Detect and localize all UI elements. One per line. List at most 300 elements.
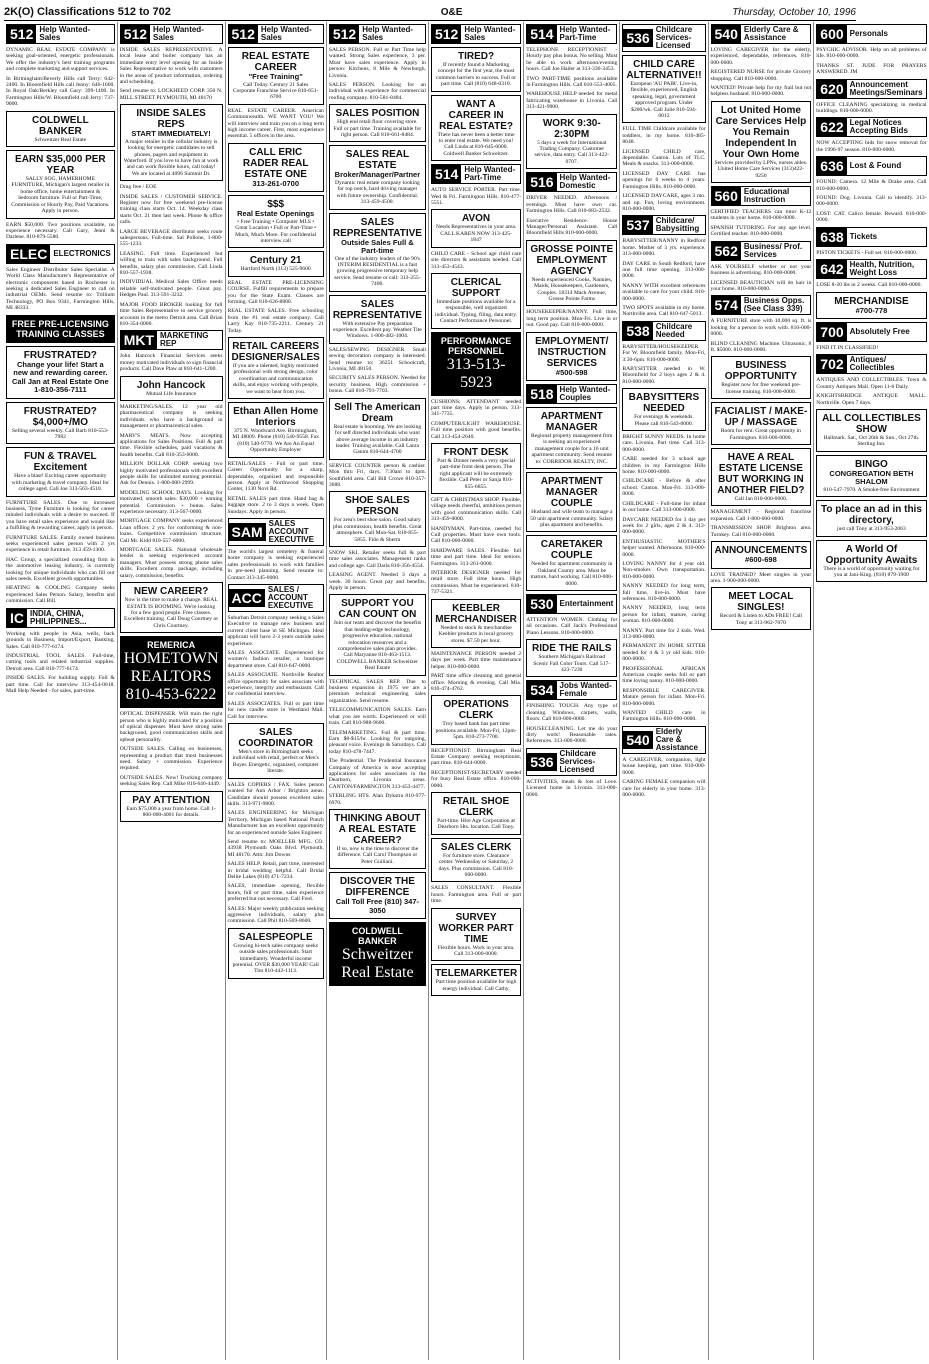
classified-ad: TWO SPOTS available in my home. Northville area. Call 810-647-5013. (622, 304, 706, 318)
classified-ad: ATTENTION WOMEN. Clothing for all occasions. Call Jack's Professional Piano Lessons. 810-000-0000. (526, 616, 618, 636)
classified-ad: DRIVER NEEDED. Afternoons / evenings. Must have own car. Farmington Hills. Call 810-683-2532. (526, 195, 618, 215)
classified-ad: BLIND CLEANING Machine. Ultrasonic, 8 ft. $5000. 810-000-0000. (710, 340, 812, 353)
display-ad-headline: CHILD CARE ALTERNATIVE!! (626, 59, 702, 81)
display-ad-body: Selling several weekly. Call Barb 810-553-7982 (12, 427, 109, 440)
section-title: Help Wanted-Sales (362, 25, 414, 42)
display-ad-headline: PAY ATTENTION (132, 794, 210, 806)
display-ad-subhead: Call Toll Free (810) 347-3050 (335, 897, 420, 915)
display-ad-body: For area's best shoe salon. Good salary plus commission, health benefits. Great atmosphere. Call Mon-Sat. 810-855-5855. Fido & Sherm (333, 517, 422, 543)
section-heading (526, 680, 617, 700)
classified-ad: LOST: CAT. Calico female. Reward. 810-000-0000. (816, 210, 927, 224)
section-heading (622, 24, 705, 52)
section-title: MARKETING REP (160, 331, 209, 349)
classified-ad: INSIDE SALES / CUSTOMER SERVICE. Register now for free weekend pre-license training class starts Oct. 14. Weekday class starts Oct. 21 then last week. Phone & office calls. (119, 193, 223, 226)
section-heading (6, 244, 115, 264)
display-ad (431, 695, 521, 744)
display-ad-body: For furniture store. Clearance center. Wednesday or Saturday, 2 days. Plus commission. Call 810-000-0000. (438, 852, 514, 879)
section-number: 534 (527, 681, 556, 699)
display-ad-headline: SALES REPRESENTATIVE (332, 216, 422, 239)
classified-ad: SALES PERSON. Full or Part Time help wanted. Strong Sales experience, 3 per. Must have sales experience. Apply in person: Kitchens, 8 Mile & Newburgh, Livonia. (328, 47, 426, 79)
display-ad-body: For evenings & weekends. Please call 810-543-0000. (634, 414, 694, 427)
display-ad-body: 375 N. Woodward Ave. Birmingham, MI 48009. Phone (810) 540-9558. Fax (810) 540-9770. We Are An Equal Opportunity Employer (232, 428, 319, 454)
classified-ad: NANNY WITH excellent references available to care for your child. 810-000-0000. (622, 282, 706, 302)
classified-ad: MAJOR FOOD BROKER looking for full time Sales Representative to service grocery accounts in the metro Detroit area. Call Brian 810-354-0000. (119, 301, 223, 327)
display-ad-body: 5 days a week for International Trading Company. Customer service, data entry. Call 313-422-0707. (534, 139, 610, 165)
section-heading (228, 584, 324, 612)
classified-ad: CARING FEMALE companion will care for elderly in your home. 313-000-0000. (622, 779, 706, 798)
display-ad (329, 104, 426, 142)
display-ad-headline: TIRED? (458, 51, 495, 62)
display-ad (228, 195, 324, 248)
classified-ad: Send resume to: MOELLER MFG. CO. 43938 Plymouth Oaks Blvd. Plymouth, MI 48170. Attn: Jim Downs (227, 838, 324, 858)
display-ad-body: If recently found a Marketing concept for the first year, the most common barriers to success. Full or part time. Call (810) 648-0310. (436, 62, 516, 88)
classified-ad: MARV'S MEATS. Now accepting applications for Sales Positions. Full & part time. Flexible schedules, paid vacations & health benefits. Call 810-353-6000. (119, 432, 223, 458)
display-ad-headline: APARTMENT MANAGER COUPLE (540, 476, 603, 510)
column-6 (524, 22, 620, 1360)
classified-ad: MORTGAGE COMPANY seeks experienced Loan officer. 2 yrs. for conforming & non-loans. Competitive commission structure. Call Mr. Kidd 810-557-6000. (119, 518, 223, 544)
display-ad-body: Register now for free weekend pre-license training. 810-000-0000. (721, 382, 801, 395)
display-ad-headline: DISCOVER THE DIFFERENCE (339, 876, 415, 899)
display-ad (228, 47, 324, 105)
display-ad-body: One of the industry leaders of the 90's INTERIM RESIDENTIAL is a fast growing progressive temporary help service. Send resume or call: 313-255-7400. (334, 255, 421, 288)
display-ad-headline: MEET LOCAL SINGLES! (728, 591, 794, 614)
display-ad (526, 407, 617, 469)
display-ad-body: Schweitzer Real Estate (34, 136, 87, 143)
classified-ad: FOUND: Dog. Livonia. Call to identify. 313-000-0000. (816, 195, 927, 208)
display-ad-subhead: Real Estate Openings (237, 209, 315, 219)
classified-ad: BABYSITTER/NANNY in Redford home. Mother of 3 yrs. experience. 313-000-0000. (622, 238, 706, 258)
section-number: 638 (817, 228, 846, 246)
classified-ad: MAINTENANCE PERSON needed 2 days per week. Part time maintenance helper. 810-000-0000. (430, 650, 522, 670)
section-number: 600 (817, 25, 846, 43)
section-heading (329, 24, 426, 44)
display-ad (6, 447, 115, 496)
display-ad-headline: A World Of Opportunity Awaits (825, 543, 918, 566)
classified-ad: SALES, immediate opening, flexible hours, full or part time, sales experience preferred but not necessary. Call Fred. (227, 883, 324, 903)
column-4 (327, 22, 429, 1360)
classified-ad: LOVE TRAINED? Meet singles in your area. 1-900-000-0000. (710, 571, 812, 584)
display-ad-headline: CLERICAL SUPPORT (450, 276, 502, 299)
column-2 (118, 22, 226, 1360)
section-heading (816, 259, 926, 279)
classified-ad: NANNY. Part time for 2 kids. Wed. 313-000-0000. (622, 627, 706, 640)
classified-ad: The world's largest cemetery & funeral home company is seeking experienced sales professionals to work with families in pre-need planning. Send resume to: Contact 313-345-0000. (227, 548, 324, 581)
display-ad (526, 472, 617, 532)
display-ad-body: Immediate positions available for a responsible, well organized individual. Typing, filing, data entry. Contact Performance Personnel. (435, 298, 518, 325)
display-ad (711, 541, 812, 569)
display-ad-headline: RIDE THE RAILS (532, 643, 612, 655)
display-ad (431, 209, 521, 247)
classified-ad: HEATING & COOLING Company seeks experienced Sales Person. Salary, benefits and commission. Call Bill. (6, 585, 115, 605)
classified-ad: Executive Residence. House Manager/Personal Assistant. Call Bloomfield Hills 810-000-0000. (526, 217, 618, 237)
section-heading (816, 24, 926, 44)
display-ad-headline: TELEMARKETER (434, 968, 518, 980)
display-ad-headline: Sell The American Dream (334, 401, 421, 424)
classified-ad: LICENSED DAY CARE has openings for 6 weeks to 4 years. Farmington Hills. 810-000-0000. (622, 170, 706, 190)
section-number: 512 (229, 25, 258, 43)
display-ad-body: Husband and wife team to manage a 50 unit apartment community. Salary plus apartment and benefits. (530, 509, 614, 528)
classified-ad: FULL TIME Childcare available for toddlers, in my home. 810-485-8648. (622, 126, 706, 146)
classified-ad: INDUSTRIAL TOOL SALES. Full-time, cutting tools and related industrial supplies. Detroit area. Call 810-777-6174. (6, 652, 115, 672)
display-ad-headline: FACIALIST / MAKE-UP / MASSAGE (714, 406, 808, 429)
display-ad-subhead: #600-698 (745, 555, 777, 564)
section-title: Announcement Meetings/Seminars (849, 79, 923, 97)
section-heading (526, 384, 617, 404)
section-title: Help Wanted-Sales (260, 25, 312, 42)
display-ad-headline: SALES REAL ESTATE (345, 149, 410, 172)
section-heading (816, 227, 926, 247)
page-header (4, 4, 856, 21)
classified-ad: TELEPHONE RECEPTIONIST - Hourly pay plus bonus. No selling. Must be able to work afternoon/evening hours. Call Joe Hailer at 313-336-3453. (526, 47, 618, 73)
classified-ad: Suburban Detroit company seeking a Sales Executive to manage new business and current client base in SE Michigan. Ideal applicant will have 2-3 years outside sales experience. (227, 614, 324, 647)
display-ad-headline: Century 21 (249, 255, 302, 267)
section-title: Help Wanted-Sales (39, 25, 91, 42)
classified-ad: AUTO SERVICE PORTER. Part time. Wed & Fri. Farmington Hills. 810-477-5551. (430, 187, 522, 207)
inverse-ad-body: HOMETOWN REALTORS 810-453-6222 (123, 650, 219, 704)
classified-ad: LICENSED BEAUTICIAN will do hair in your home. 810-000-0000. (710, 279, 812, 292)
classified-ad: RETAIL SALES part time. Hand bag & luggage store. 2 to 3 days a week. Open Sundays. Apply in person. (227, 495, 324, 515)
section-heading (228, 24, 324, 44)
column-9 (814, 22, 928, 1360)
classified-ad: TECHNICAL SALES REP. Due to business expansion in 1975 we are a premium technical engineering sales organization. Send resume. (328, 678, 426, 704)
display-ad-headline: REAL ESTATE CAREER (241, 51, 310, 73)
classified-ad: SALES CONSULTANT. Flexible hours. Farmington area. Full or part time. (430, 885, 522, 905)
section-number: ACC (229, 589, 265, 607)
display-ad-body: There is a world of opportunity waiting for you at Jani-King. (810) 879-1900 (823, 565, 920, 579)
section-number: 540 (712, 25, 741, 43)
classified-ad: INDIVIDUAL Medical Sales Office needs reliable self-motivated people. Great pay. Hedges Paul. 313-591-3232. (119, 279, 223, 299)
section-heading (120, 330, 223, 350)
section-heading (711, 295, 812, 315)
display-ad (816, 292, 926, 320)
display-ad (228, 337, 324, 399)
classified-ad: HOUSECLEANING. Let me do your dirty work! Reasonable rates. References. 313-000-0000. (526, 725, 618, 745)
section-number: 562 (712, 242, 741, 260)
column-7 (620, 22, 708, 1360)
display-ad-subhead: "Free Training" (248, 72, 303, 81)
display-ad-headline: CALL ERIC RADER REAL ESTATE ONE (242, 146, 309, 180)
section-heading (431, 24, 521, 44)
classified-ad: CHILDCARE - Before & after school. Canton. Mon-Fri. 313-000-0000. (622, 478, 706, 498)
display-ad (711, 587, 812, 630)
display-ad-body: Needed to stock & merchandise Keebler products in local grocery stores. $7.50 per hour. (438, 624, 514, 644)
section-title: Childcare Services-Licensed (559, 748, 597, 774)
display-ad (816, 409, 926, 452)
classified-ad: PISTON TICKETS - Full set. 810-000-0000. (816, 249, 918, 256)
display-ad-body: Room for rent. Great opportunity in Farmington. 810-000-0000. (720, 428, 801, 441)
classified-ad: OFFICE CLEANING specializing in medical buildings. 810-000-0000. (816, 101, 927, 115)
display-ad-body: European 'AU PAIR'. Live-in, flexible, experienced, English speaking, legal, government approved program. Under $200/wk. Call Julie 810-594-0012 (630, 81, 698, 120)
display-ad (711, 101, 812, 183)
section-title: Antiques/ Collectibles (849, 355, 895, 373)
classified-ad: RECEPTIONIST. Birmingham Real Estate Company seeking receptionist, part time. 810-644-0000. (430, 747, 522, 767)
display-ad (526, 639, 617, 677)
display-ad (329, 145, 426, 209)
section-number: 536 (527, 753, 556, 771)
display-ad (711, 402, 812, 445)
classified-ad: SALES/SEWING DESIGNER. Small sewing decoration company is interested. Send resume to: 36251 Schoolcraft, Livonia, MI 48150. (328, 346, 426, 373)
classified-ad: TWO PART-TIME positions available in Farmington Hills. Call 810-553-4005. (526, 75, 618, 89)
classified-ad: MANAGEMENT - Regional franchise expansion. Call 1-800-000-0000. (710, 509, 812, 522)
classified-ad: PROFESSIONAL AFRICAN American couple seeks full or part time loving nanny. 810-000-0000. (622, 665, 706, 685)
section-heading (816, 117, 926, 137)
classified-ad: SALES ENGINEERING for Michigan Territory. Michigan based National Punch Manufacturer has an excellent opportunity for an experienced outside Sales Engineer. (227, 810, 324, 836)
display-ad-headline: FRUSTRATED? (23, 349, 97, 361)
display-ad (526, 535, 617, 591)
section-number: 512 (121, 25, 150, 43)
classified-ad: SALES HELP. Retail, part time, interested in bridal wedding helpful. Call Bridal Delite Lakes (810) 471-7234. (227, 861, 324, 880)
section-title: Jobs Wanted-Female (559, 681, 612, 699)
display-ad-headline: EMPLOYMENT/ INSTRUCTION SERVICES (535, 335, 609, 369)
display-ad (329, 295, 426, 344)
display-ad-headline: APARTMENT MANAGER (540, 411, 603, 434)
section-number: 574 (712, 296, 741, 314)
display-ad-body: Regional property management firm is seeking an experienced management couple for a 16 unit apartment community. Send resume to: CORRIDOR REALTY, INC. (530, 433, 613, 465)
display-ad (228, 143, 324, 193)
section-title: Help Wanted-Sales (153, 25, 204, 42)
classified-ad: The Prudential. The Prudential Insurance Company of America is now accepting applications for sales associates in the Dearborn, Livonia areas. CANTON/FARMINGTON 313-453-4477. (328, 758, 426, 790)
display-ad-body: If you are a talented, highly motivated professional with strong design, color coordination and communication skills, and enjoy working with people, we want to hear from you. (232, 363, 319, 395)
classified-ad: FINISHING TOUCH. Any type of cleaning. Windows, carpets, walls, floors. Call 810-000-0000. (526, 703, 618, 723)
header-center: O&E (440, 6, 463, 18)
classified-ad: CHILD CARE - School age child care site directors & assistants needed. Call 313-453-4543. (430, 250, 522, 270)
classified-ad: MILLION DOLLAR CORP. seeking two highly motivated professionals with excellent people skills for unlimited earning potential. Ask for Dennis. 1-800-000-2999. (119, 461, 223, 487)
inverse-display-ad (329, 922, 426, 986)
section-title: Legal Notices Accepting Bids (849, 118, 908, 136)
classified-ad: BABYSITTER/HOUSEKEEPER. For W. Bloomfield family. Mon-Fri, 3:30-6pm. 810-000-0000. (622, 343, 706, 363)
display-ad-body: Part time position available for high energy individual. Call Cathy. (435, 979, 517, 992)
display-ad (431, 95, 521, 162)
display-ad-headline: FRONT DESK (443, 446, 509, 458)
classified-ad: LOVING NANNY for 4 year old. Non-smoker. Own transportation. 810-000-0000. (622, 560, 706, 580)
classified-ad: TRANSMISSION SHOP. Brighton area. Turnkey. Call 810-000-0000. (710, 525, 812, 538)
display-ad (622, 388, 705, 431)
display-ad-headline: SURVEY WORKER PART TIME (438, 911, 514, 945)
classified-ad: KNIGHTSBRIDGE ANTIQUE MALL. Northville. Open 7 days. (816, 393, 927, 406)
classified-ad: COMPUTER/LIGHT WAREHOUSE. Full time position with good benefits. Call 313-454-2640. (430, 420, 522, 440)
section-title: Lost & Found (849, 161, 902, 171)
section-heading (622, 726, 705, 754)
section-heading (816, 156, 926, 176)
display-ad (6, 111, 115, 147)
display-ad-headline: HAVE A REAL ESTATE LICENSE BUT WORKING IN ANOTHER FIELD? (717, 451, 805, 496)
display-ad (431, 443, 521, 494)
classified-ad: MODELING SCHOOL DAYS. Looking for motivated, smooth sales. $30,000 + earning potential. Commission + bonus. Sales experience necessary. 313-567-0000. (119, 489, 223, 516)
display-ad-body: 810-547-7970. A Smoke-free Environment (823, 486, 920, 493)
display-ad-body: With extensive Pay preparation experience. Excellent pay. Weather Tite Windows. 1-800-482-1004. (333, 320, 422, 340)
display-ad (711, 448, 812, 506)
classified-ad: HANDYMAN. Part-time, needed for Cull properties. Must have own tools. Call 810-000-0000. (430, 525, 522, 545)
display-ad-body: Needs Representatives in your area. CALL KAREN NOW 313-425-1847 (435, 224, 517, 244)
display-ad-headline: BUSINESS OPPORTUNITY (724, 360, 798, 383)
display-ad-subhead: Outside Sales Full & Part-time (341, 237, 414, 256)
display-ad-subhead: #500-598 (555, 367, 588, 377)
display-ad-headline: $$$ (267, 199, 285, 211)
display-ad-headline: FUN & TRAVEL Excitement (24, 451, 97, 474)
display-ad (431, 792, 521, 835)
section-number: 620 (817, 80, 846, 98)
display-ad (526, 332, 617, 382)
section-number: 622 (817, 118, 846, 136)
display-ad-headline: OPERATIONS CLERK (443, 699, 509, 722)
display-ad-body: Troy based bank has part time positions available. Mon-Fri, 12pm-5pm. 810-273-7700. (435, 721, 517, 741)
section-number: 518 (527, 385, 556, 403)
classified-ad: Working with people in Asia, wells, back grounds in Business, Import/Export, Banking, Sales. Call 810-777-6174. (6, 630, 115, 650)
display-ad-headline: KEEBLER MERCHANDISER (435, 602, 517, 625)
display-ad-body: Needs experienced Cooks, Nannies, Maids, Housekeepers, Gardeners, Couples. 18314 Mack Avenue, Grosse Pointe Farms (531, 276, 613, 302)
section-heading (6, 608, 115, 628)
display-ad-headline: SALES POSITION (335, 108, 420, 120)
section-heading (120, 24, 223, 44)
display-ad-headline: SALES COORDINATOR (238, 727, 313, 750)
inverse-ad-headline: COLDWELL BANKER (351, 926, 403, 947)
display-ad (431, 908, 521, 962)
display-ad-body: Hallmark. Sat., Oct 26th & Sun., Oct 27th. Sterling Inn. (823, 435, 920, 448)
classified-ad: FURNITURE SALES. Family owned business seeks experienced sales person with 2 yrs experience in retail furniture. 313 459-1300. (6, 534, 115, 554)
classified-ad: WANTED CHILD care in Farmington Hills. 810-000-0000. (622, 710, 706, 723)
display-ad-body: Mutual Life Insurance (146, 390, 197, 397)
classified-ad: REAL ESTATE SALES. Free schooling from the #1 real estate company. Call Larry Kay 810-735-2211. Century 21 Today. (227, 308, 324, 334)
classified-ad: FIND IT IN CLASSIFIED! (816, 345, 879, 351)
display-ad-headline: GROSSE POINTE EMPLOYMENT AGENCY (530, 243, 614, 277)
classified-ad: LOSE 8-20 lbs in 2 weeks. Call 810-000-0000. (816, 282, 922, 289)
section-number: 700 (817, 323, 846, 341)
display-ad-body: Record & Listen to ADs FREE! Call Tony at 313-962-7070 (719, 613, 802, 626)
classified-ad: HOUSEKEEPER/NANNY. Full time, long term position. Mon-Fri. Live in or out. Good pay. Call 810-000-0000. (526, 309, 618, 329)
display-ad-body: Dynamic real estate company looking for top notch, hard driving manager with future ownership. Confidential. 313-459-4500. (335, 179, 420, 206)
classified-ad: NANNY NEEDED for long term, full time, live-in. Must have references. 810-000-0000. (622, 583, 706, 602)
classified-ad: INSIDE SALES REPRESENTATIVE. A local lease and boiler company has an immediate entry level opening for an Inside Sales Representative to work with customers in the areas of product information, ordering and scheduling. (119, 47, 223, 86)
inverse-ad-headline: PERFORMANCE PERSONNEL (440, 335, 512, 356)
classified-ad: NANNY NEEDED, long term person for infant, mature, caring woman. 810-000-0000. (622, 605, 706, 625)
section-title: Childcare Needed (655, 321, 693, 339)
classified-ad: Send resume to: LOCKHEED CORP. 350 N. MILL STREET PLYMOUTH, MI 48170 (119, 88, 223, 101)
display-ad (711, 356, 812, 399)
section-number: MKT (121, 331, 157, 349)
classified-ad: In Birmingham/Beverly Hills call Terry: 642-2400. In Bloomfield Hills call Jenny: 646-1600. In Royal Oak/Berkley call Gary: 399-1400. In Farmington Hills/W. Bloomfield call Jerry: 737-9000. (6, 75, 115, 108)
display-ad-body: Growing hi-tech sales company seeks outside sales professionals. Start immediately. Wonderful income potential. OVER $30,000 YEAR! Call Tim 810-442-1113. (232, 942, 319, 975)
section-number: SAM (229, 523, 266, 541)
classified-ad: ENTHUSIASTIC MOTHER'S helper wanted. Afternoons. 810-000-0000. (622, 538, 706, 558)
display-ad-headline: SHOE SALES PERSON (345, 495, 410, 518)
classified-ad: TELECOMMUNICATION SALES. Earn what you are worth. Experienced or will train. Call 810-988-9600. (328, 707, 426, 727)
display-ad (329, 398, 426, 460)
classified-ad: SALES: Major weekly publication seeking aggressive individuals, salary plus commission. Call Phil 810-569-8600. (227, 905, 324, 925)
section-title: Elderly Care & Assistance (743, 25, 799, 42)
section-title: Childcare/ Babysitting (655, 216, 700, 234)
classified-ad: TELEMARKETING. Full & part time. Earn $8-$15/hr. Looking for outgoing, pleasant voice. Evenings & Saturdays. Call today 810-478-7447. (328, 729, 426, 755)
classified-ad: DYNAMIC REAL ESTATE COMPANY is seeking goal-oriented, energetic professionals. We offer the industry's best training programs and complete marketing and support services. (6, 47, 115, 73)
display-ad-body: just call Tony at 313-953-2063 (837, 526, 906, 533)
display-ad-headline: WORK 9:30-2:30PM (542, 117, 601, 140)
classified-ad: BRIGHT SUNNY NEEDS. In home care. Livonia. Part time. Call 313-000-0000. (622, 434, 706, 453)
display-ad (329, 872, 426, 919)
display-ad-headline: THINKING ABOUT A REAL ESTATE CAREER? (334, 812, 421, 846)
section-heading (526, 172, 617, 192)
display-ad-body: Services provided by LPNs, nurses aides. United Home Care Services (313)422-9250 (714, 159, 808, 179)
classified-ad: OUTSIDE SALES. Calling on businesses, representing a product that most businesses need. Salary + commission. Experience required. (119, 746, 223, 772)
display-ad-headline: AVON (461, 213, 491, 225)
classified-ad: INTERIOR DESIGNER needed for retail store. Full time hours. High commission. Must be experienced. 810-737-5321. (430, 570, 522, 596)
classified-ad: HARDWARE SALES. Flexible full time and part time. Ideal for seniors. Farmington. 313-261-0000. (430, 547, 522, 567)
section-title: Help Wanted-Domestic (559, 173, 611, 191)
classified-ad: SALES ASSOCIATE. Northville Realtor office opportunity for sales associate with experience, integrity and enthusiasm. Call for confidential interview. (227, 672, 324, 698)
classified-ad: CUSHIONS: ATTENDANT needed part time days. Apply in person. 313-341-7735. (430, 398, 522, 418)
column-8 (709, 22, 815, 1360)
section-number: 702 (817, 355, 846, 373)
section-heading (816, 322, 926, 342)
section-number: 642 (817, 260, 846, 278)
section-title: SALES ACCOUNT EXECUTIVE (268, 518, 314, 544)
display-ad-subhead: #700-778 (855, 305, 888, 315)
display-ad-subhead: Broker/Manager/Partner (334, 170, 421, 180)
classified-ad: RECEPTIONIST/SECRETARY needed for busy Real Estate office. 810-000-0000. (430, 769, 522, 789)
section-title: INDIA, CHINA, PHILIPPINES... (30, 608, 87, 626)
classified-ad: ACTIVITIES, meals & lots of Love. Licensed home in Livonia. 313-000-0000. (526, 778, 618, 798)
section-number: 560 (712, 187, 741, 205)
display-ad-subhead: 313-261-0700 (252, 178, 300, 188)
section-number: IC (7, 609, 27, 627)
display-ad-subhead: CONGREGATION BETH SHALOM (829, 468, 914, 487)
classified-ad: REAL ESTATE CAREER. American Commonwealth. WE WANT YOU! We will interview and train you on a long term high income career. First, most experience essential. 5 offices in the area. (227, 107, 324, 140)
display-ad (431, 273, 521, 329)
classified-ad: EARN $50,000. Two positions available, no experience necessary. Call Gary, Jenni & Darlene. 810-879-5580. (6, 221, 115, 241)
section-number: 536 (623, 29, 652, 47)
display-ad-body: Part-time. Hire Age Corporation at Dearborn Hts. location. Call Tony. (437, 818, 515, 831)
section-number: 514 (527, 25, 556, 43)
display-ad-body: Hartford North (313) 525-9600 (240, 266, 311, 273)
display-ad (526, 240, 617, 307)
classified-ad: RETAIL/SALES - Full or part time. Career Opportunity for a sharp, dependable, organized and responsible person. Apply at Northwood Shopping Center, 1130 Novi Rd. (227, 460, 324, 493)
header-left: 2K(O) Classifications 512 to 702 (4, 6, 171, 18)
section-title: Tickets (849, 231, 878, 241)
section-heading (526, 748, 617, 776)
display-ad (329, 594, 426, 675)
classified-ad: OUTSIDE SALES. Now! Trucking company seeking Sales Rep. Call Mike 810-646-4449. (119, 774, 223, 788)
classified-ad: REGISTERED NURSE for private Grocery shopping. Call 810-000-0000. (710, 69, 812, 82)
display-ad-headline: MERCHANDISE (834, 295, 909, 307)
display-ad-headline: SALES REPRESENTATIVE (332, 298, 422, 321)
classified-ad: DAYCARE NEEDED for 3 day per week for 2 girls, ages 2 & 4. 313-000-0000. (622, 516, 706, 536)
display-ad-body: Flexible hours. Work in your area. Call 313-000-0000. (437, 944, 515, 958)
section-title: Help Wanted-Sales (464, 25, 516, 42)
classified-ad: RESPONSIBLE CAREGIVER. Mature person for infant. Mon-Fri. 810-000-0000. (622, 687, 706, 707)
section-title: SALES / ACCOUNT EXECUTIVE (267, 584, 314, 610)
display-ad (431, 964, 521, 996)
display-ad (329, 809, 426, 869)
display-ad-body: Real estate is booming. We are looking for self directed individuals who want above average income in an industry leader. Training available. Call Laura Ganim 810-644-4700 (333, 423, 422, 456)
classified-ad: LICENSED DAYCARE, ages 3 mo. and up. Fun, loving environment. 810-000-0000. (622, 193, 706, 212)
display-ad-headline: ANNOUNCEMENTS (714, 545, 808, 556)
display-ad (6, 150, 115, 218)
display-ad-headline: To place an ad in this directory, (820, 504, 922, 527)
section-number: ELEC (7, 245, 50, 263)
inverse-display-ad (6, 315, 115, 343)
section-heading (711, 24, 812, 44)
classified-ad: NOW ACCEPTING bids for snow removal for the 1996-97 season. 810-000-0000. (816, 140, 927, 153)
display-ad (228, 928, 324, 979)
section-title: Elderly Care & Assistance (655, 726, 698, 752)
display-ad (329, 491, 426, 547)
display-ad-headline: EARN $35,000 PER YEAR (15, 154, 106, 177)
section-heading (816, 354, 926, 374)
display-ad (816, 455, 926, 497)
display-ad (526, 114, 617, 170)
display-ad-body: Have a blast! Exciting career opportunity with marketing & travel company. Ideal for college aged. Call Joe 313-563-4510. (11, 473, 110, 493)
display-ad-body: A major retailer in the cellular industry is looking for energetic candidates to sell phones, pagers and equipment in Waterford. If you love to have fun at work and can work flexible hours, call today! We are located at 4096 Summit Dr. (123, 138, 219, 177)
classified-ad: PSYCHIC ADVISOR. Help on all problems of life. 810-000-0000. (816, 47, 927, 60)
section-title: Entertainment (559, 598, 614, 608)
